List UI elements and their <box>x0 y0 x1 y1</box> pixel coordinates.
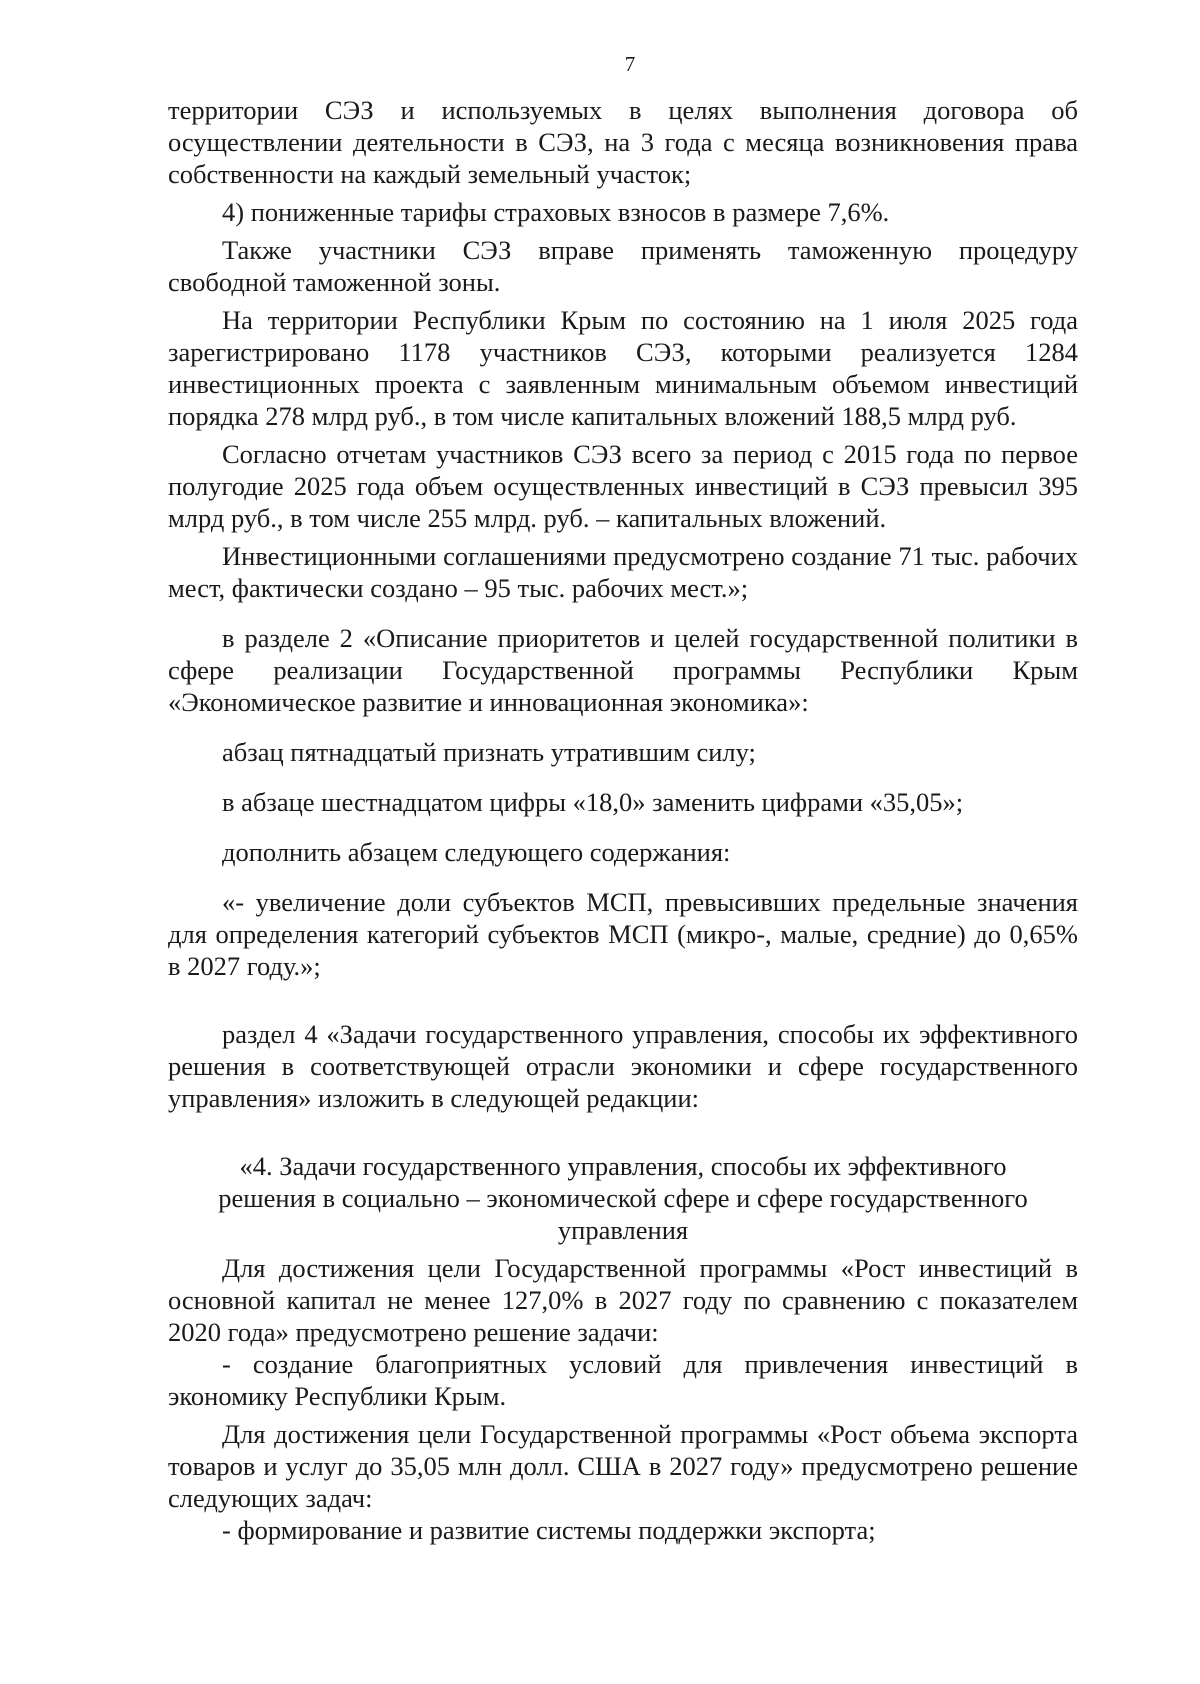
paragraph-abzac-15: абзац пятнадцатый признать утратившим силу; <box>222 737 756 767</box>
paragraph-abzac-16: в абзаце шестнадцатом цифры «18,0» заменить цифрами «35,05»; <box>222 787 964 817</box>
paragraph-investment-reports: Согласно отчетам участников СЭЗ всего за период с 2015 года по первое полугодие 2025 года объем осуществленных инвестиций в СЭЗ превысил 395 млрд руб., в том числе 255 млрд. руб. – капитальных вложений. <box>168 439 1078 533</box>
paragraph-continuation: территории СЭЗ и используемых в целях выполнения договора об осуществлении деятельности в СЭЗ, на 3 года с месяца возникновения права собственности на каждый земельный участок; <box>168 95 1078 189</box>
page-number: 7 <box>624 52 636 76</box>
section-heading: «4. Задачи государственного управления, способы их эффективного решения в социально – экономической сфере и сфере государственного управления <box>218 1151 1028 1245</box>
paragraph-section-2-amendment: в разделе 2 «Описание приоритетов и целей государственной политики в сфере реализации Государственной программы Республики Крым «Экономическое развитие и инновационная экономика»: <box>168 623 1078 717</box>
paragraph-section-4-amendment: раздел 4 «Задачи государственного управления, способы их эффективного решения в соответствующей отрасли экономики и сфере государственного управления» изложить в следующей редакции: <box>168 1019 1078 1113</box>
paragraph-investment-goal: Для достижения цели Государственной программы «Рост инвестиций в основной капитал не менее 127,0% в 2027 году по сравнению с показателем 2020 года» предусмотрено решение задачи: <box>168 1253 1078 1347</box>
paragraph-task-export: - формирование и развитие системы поддержки экспорта; <box>222 1515 876 1545</box>
document-body <box>168 94 1078 1546</box>
paragraph-jobs: Инвестиционными соглашениями предусмотрено создание 71 тыс. рабочих мест, фактически создано – 95 тыс. рабочих мест.»; <box>168 541 1078 603</box>
paragraph-task-investment: - создание благоприятных условий для привлечения инвестиций в экономику Республики Крым. <box>168 1349 1078 1411</box>
paragraph-export-goal: Для достижения цели Государственной программы «Рост объема экспорта товаров и услуг до 35,05 млн долл. США в 2027 году» предусмотрено решение следующих задач: <box>168 1419 1078 1513</box>
paragraph-msp-share: «- увеличение доли субъектов МСП, превысивших предельные значения для определения категорий субъектов МСП (микро-, малые, средние) до 0,65% в 2027 году.»; <box>168 887 1078 981</box>
paragraph-reduced-tariffs: 4) пониженные тарифы страховых взносов в размере 7,6%. <box>222 197 890 227</box>
paragraph-customs-procedure: Также участники СЭЗ вправе применять таможенную процедуру свободной таможенной зоны. <box>168 235 1078 297</box>
paragraph-sez-participants: На территории Республики Крым по состоянию на 1 июля 2025 года зарегистрировано 1178 участников СЭЗ, которыми реализуется 1284 инвестиционных проекта с заявленным минимальным объемом инвестиций порядка 278 млрд руб., в том числе капитальных вложений 188,5 млрд руб. <box>168 305 1078 431</box>
paragraph-add-abzac: дополнить абзацем следующего содержания: <box>222 837 731 867</box>
